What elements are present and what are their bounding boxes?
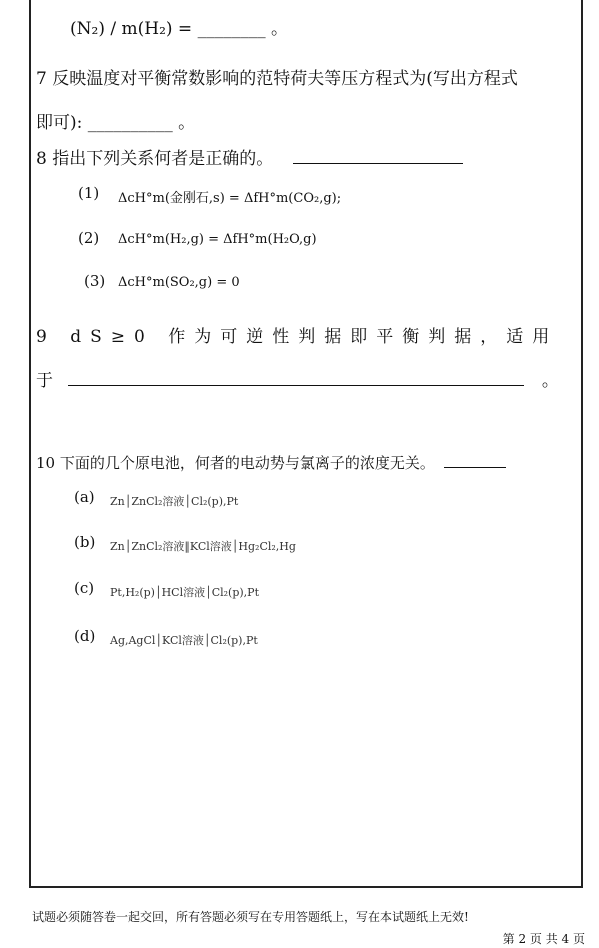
question-7-line-2: 即可): __________ 。 [36,113,196,133]
q10-option-b: Zn│ZnCl₂溶液‖KCl溶液│Hg₂Cl₂,Hg [110,540,296,553]
q10-option-c: Pt,H₂(p)│HCl溶液│Cl₂(p),Pt [110,586,260,599]
q8-option-1-label: (1) [78,184,100,202]
q8-option-3: ΔcH°m(SO₂,g) = 0 [118,275,240,290]
q8-option-3-label: (3) [84,272,106,290]
question-7-line-1: 7 反映温度对平衡常数影响的范特荷夫等压方程式为(写出方程式 [36,69,518,89]
page-frame [29,0,583,888]
question-9-line-2 [36,366,559,391]
q8-option-2-label: (2) [78,229,100,247]
q10-option-b-label: (b) [74,533,96,551]
q8-option-2: ΔcH°m(H₂,g) = ΔfH°m(H₂O,g) [118,232,317,247]
question-9-prefix: 于 [36,371,53,391]
question-9-end: 。 [541,371,559,391]
footer-notice: 试题必须随答卷一起交回，所有答题必须写在专用答题纸上，写在本试题纸上无效! [32,910,469,924]
q10-option-d-label: (d) [74,627,96,645]
q8-option-1: ΔcH°m(金刚石,s) = ΔfH°m(CO₂,g); [118,191,342,206]
page-number: 第 2 页 共 4 页 [502,932,585,946]
q10-option-d: Ag,AgCl│KCl溶液│Cl₂(p),Pt [110,634,258,647]
question-9-line-1: 9 dS≥0 作为可逆性判据即平衡判据，适用 [36,327,559,347]
q10-option-a: Zn│ZnCl₂溶液│Cl₂(p),Pt [110,495,239,508]
q10-option-c-label: (c) [74,579,95,597]
q10-option-a-label: (a) [74,488,95,506]
question-8-text: 8 指出下列关系何者是正确的。 [36,149,274,169]
question-8 [36,144,463,169]
question-10-text: 10 下面的几个原电池，何者的电动势与氯离子的浓度无关。 [36,454,435,472]
line-ratio: (N₂) / m(H₂) = ________ 。 [70,19,288,39]
answer-blank-8 [293,162,463,164]
answer-blank-9 [68,384,524,386]
question-10 [36,452,506,473]
answer-blank-10 [444,466,506,468]
